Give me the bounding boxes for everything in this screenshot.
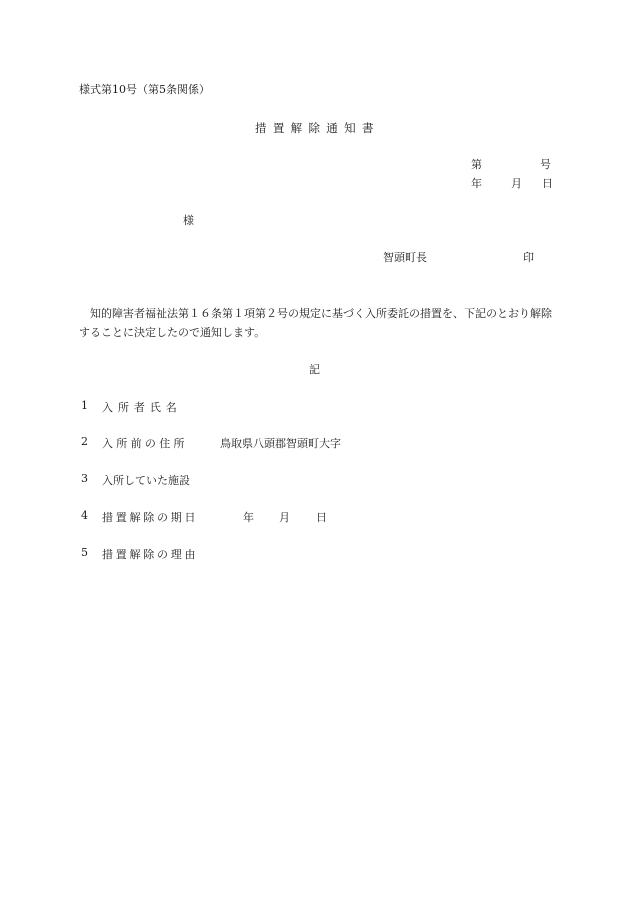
- body-paragraph: 知的障害者福祉法第１６条第１項第２号の規定に基づく入所委託の措置を、下記のとおり解除することに決定したので通知します。: [79, 307, 552, 339]
- item-value: 鳥取県八頭郡智頭町大字: [220, 437, 341, 450]
- item-number: 2: [81, 435, 88, 448]
- document-title: 措置解除通知書: [255, 121, 380, 135]
- item-label: 入所者氏名: [102, 401, 182, 414]
- item-label: 入所していた施設: [102, 474, 190, 487]
- release-date-day: 日: [316, 511, 327, 524]
- sender-name: 智頭町長: [383, 251, 427, 264]
- form-number: 様式第10号（第5条関係）: [79, 83, 210, 96]
- item-number: 3: [81, 472, 88, 485]
- item-label: 入所前の住所: [102, 437, 188, 450]
- release-date-year: 年: [243, 511, 254, 524]
- issue-number-prefix: 第: [471, 158, 482, 171]
- item-number: 4: [81, 509, 88, 522]
- release-date-month: 月: [279, 511, 290, 524]
- recipient-suffix: 様: [183, 214, 194, 227]
- item-number: 1: [81, 399, 88, 412]
- item-label: 措置解除の期日: [102, 511, 199, 524]
- issue-number-suffix: 号: [540, 158, 551, 171]
- item-label: 措置解除の理由: [102, 548, 199, 561]
- issue-date-day: 日: [542, 177, 553, 190]
- issue-date-year: 年: [471, 177, 482, 190]
- item-number: 5: [81, 546, 88, 559]
- ki-heading: 記: [309, 363, 320, 376]
- seal-mark: 印: [523, 251, 534, 264]
- issue-date-month: 月: [511, 177, 522, 190]
